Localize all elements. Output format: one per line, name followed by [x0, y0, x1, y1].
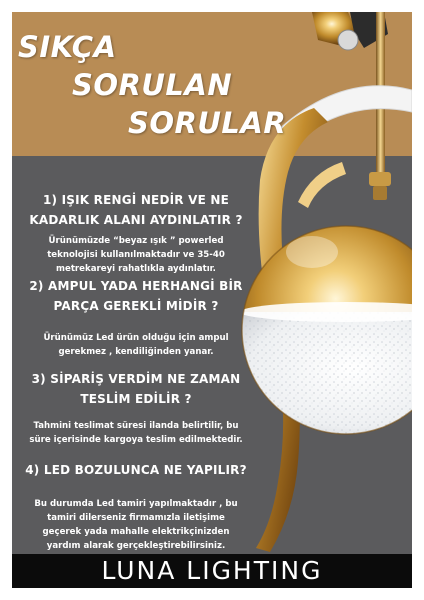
faq-question-3: 3) SİPARİŞ VERDİM NE ZAMAN TESLİM EDİLİR ?: [31, 372, 241, 406]
headline-line-1: SIKÇA: [18, 30, 117, 64]
faq-list: [12, 156, 260, 554]
faq-answer-2: Ürünümüz Led ürün olduğu için ampul gerekmez , kendiliğinden yanar.: [43, 333, 229, 357]
poster-panel: [12, 12, 412, 588]
headline: [12, 12, 412, 156]
headline-line-2: SORULAN: [72, 68, 233, 102]
brand-name: LUNA LIGHTING: [101, 556, 323, 585]
headline-line-3: SORULAR: [128, 106, 287, 140]
faq-question-4: 4) LED BOZULUNCA NE YAPILIR?: [25, 463, 247, 477]
faq-answer-4: Bu durumda Led tamiri yapılmaktadır , bu tamiri dilerseniz firmamızla iletişime geçerek yada mahalle elektrikçinizden yardım alarak gerçekleştirebilirsiniz.: [34, 499, 238, 551]
faq-answer-3: Tahmini teslimat süresi ilanda belirtilir, bu süre içerisinde kargoya teslim edilmektedir.: [29, 421, 243, 445]
faq-answer-1: Ürünümüzde “beyaz ışık ” powerled teknolojisi kullanılmaktadır ve 35-40 metrekareyi rahatlıkla aydınlatır.: [47, 236, 225, 274]
faq-question-2: 2) AMPUL YADA HERHANGİ BİR PARÇA GEREKLİ MİDİR ?: [29, 279, 243, 313]
faq-question-1: 1) IŞIK RENGİ NEDİR VE NE KADARLIK ALANI AYDINLATIR ?: [29, 193, 243, 227]
